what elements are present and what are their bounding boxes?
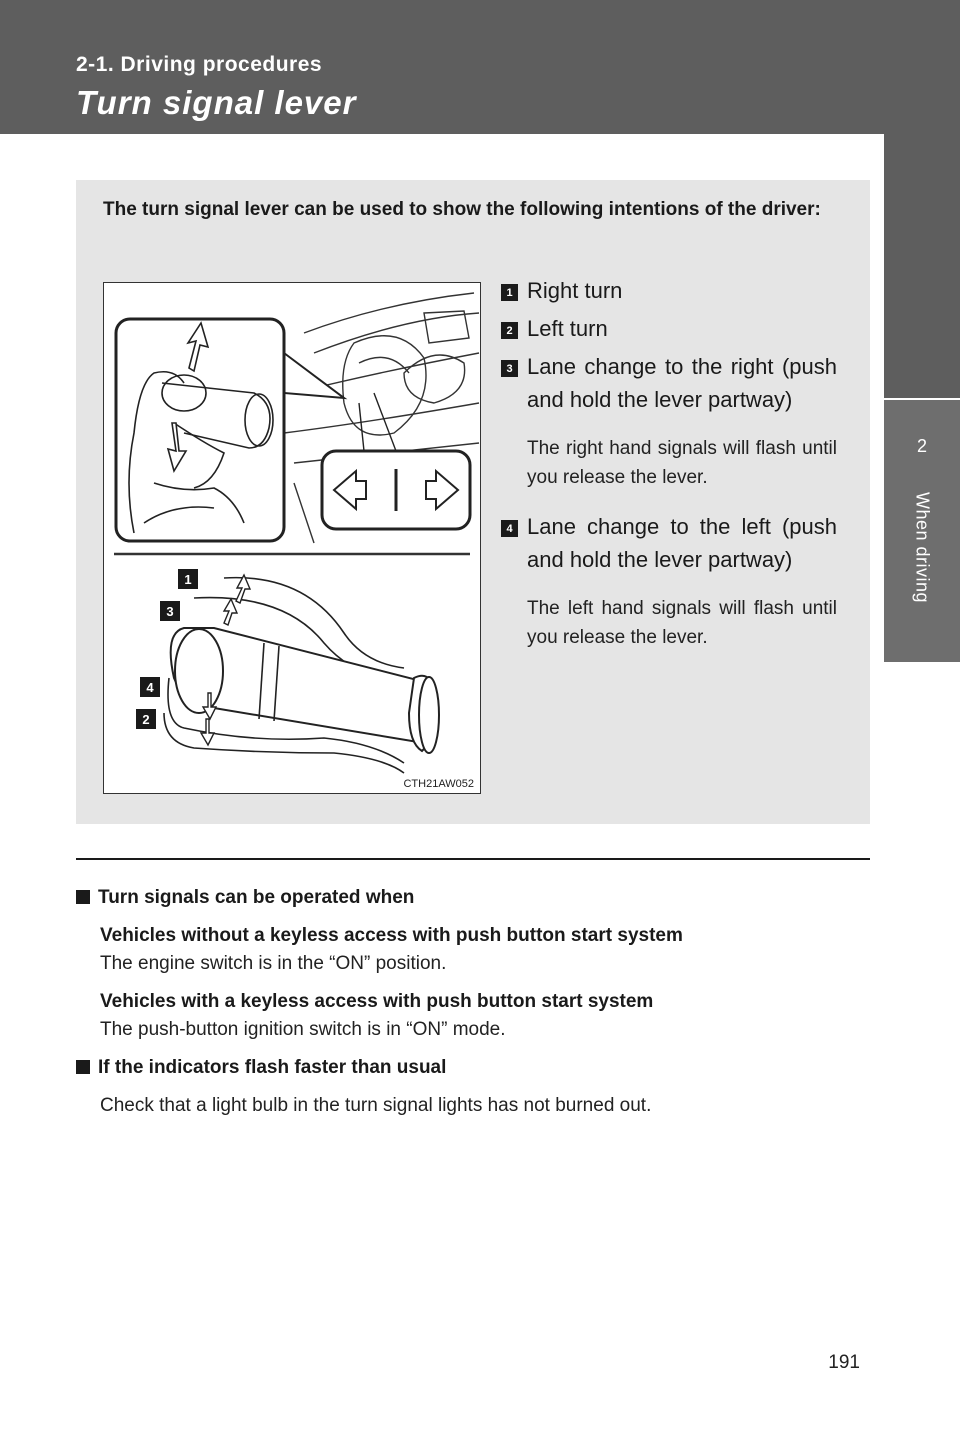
figure-code: CTH21AW052 xyxy=(403,778,474,790)
item-label: Right turn xyxy=(527,278,623,303)
note-text: Check that a light bulb in the turn signal lights has not burned out. xyxy=(100,1095,652,1116)
note-text: The engine switch is in the “ON” position. xyxy=(100,953,447,974)
callout-2 xyxy=(136,709,156,729)
page-number: 191 xyxy=(828,1352,860,1373)
intention-list xyxy=(501,274,837,670)
item-number: 1 xyxy=(501,284,518,301)
side-tab-top xyxy=(884,134,960,398)
item-note: The left hand signals will flash until you release the lever. xyxy=(527,598,837,648)
item-label: Lane change to the left (push and hold the lever partway) xyxy=(527,514,837,572)
item-number: 2 xyxy=(501,322,518,339)
page-header xyxy=(0,0,960,134)
item-number: 3 xyxy=(501,360,518,377)
intro-text: The turn signal lever can be used to show the following intentions of the driver: xyxy=(103,199,821,220)
item-label: Lane change to the right (push and hold the lever partway) xyxy=(527,354,837,412)
note-text: The push-button ignition switch is in “ON” mode. xyxy=(100,1019,506,1040)
svg-text:1: 1 xyxy=(184,572,192,587)
note-heading: If the indicators flash faster than usual xyxy=(76,1054,870,1082)
square-bullet-icon xyxy=(76,1060,90,1074)
item-number: 4 xyxy=(501,520,518,537)
item-note: The right hand signals will flash until you release the lever. xyxy=(527,438,837,488)
list-item xyxy=(501,312,837,345)
chapter-name xyxy=(884,492,960,652)
chapter-name-text: When driving xyxy=(912,492,933,604)
svg-text:2: 2 xyxy=(142,712,150,727)
turn-signal-illustration xyxy=(103,282,481,794)
item-label: Left turn xyxy=(527,316,608,341)
section-divider xyxy=(76,858,870,860)
illustration-drawing xyxy=(104,283,482,795)
list-item xyxy=(501,274,837,307)
list-item xyxy=(501,510,837,652)
note-subheading: Vehicles with a keyless access with push button start system xyxy=(100,991,654,1012)
callout-3 xyxy=(160,601,180,621)
callout-1 xyxy=(178,569,198,589)
list-item xyxy=(501,350,837,492)
notes-section xyxy=(76,884,870,1120)
svg-text:4: 4 xyxy=(146,680,154,695)
section-label: 2-1. Driving procedures xyxy=(76,53,323,76)
chapter-tab[interactable] xyxy=(884,400,960,662)
square-bullet-icon xyxy=(76,890,90,904)
page-title: Turn signal lever xyxy=(76,84,357,121)
callout-4 xyxy=(140,677,160,697)
chapter-number: 2 xyxy=(916,436,927,456)
svg-text:3: 3 xyxy=(166,604,174,619)
note-subheading: Vehicles without a keyless access with push button start system xyxy=(100,925,683,946)
note-heading: Turn signals can be operated when xyxy=(76,884,870,912)
